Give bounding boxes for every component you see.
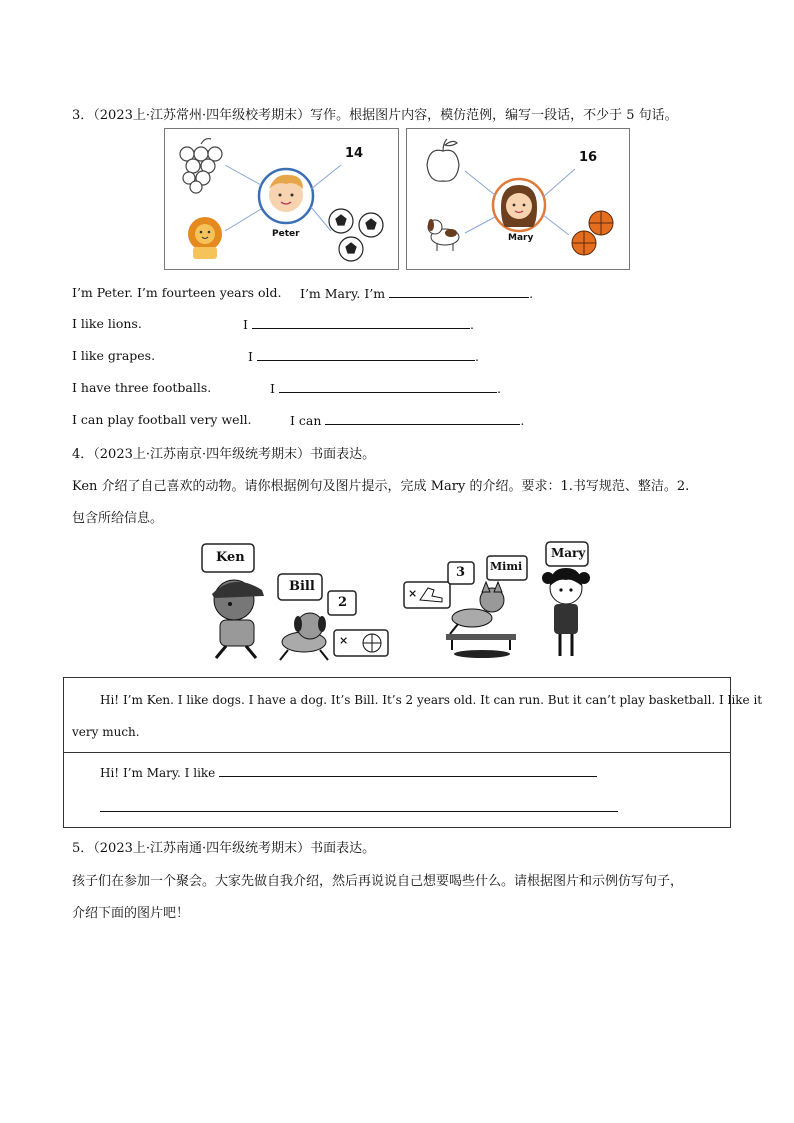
answer-blank[interactable] xyxy=(219,764,597,777)
bill-label: Bill xyxy=(289,579,315,594)
q3-title: 3．（2023上·江苏常州·四年级校考期末）写作。根据图片内容，模仿范例，编写一段话，不少于 5 句话。 xyxy=(72,108,678,123)
q4-title: 4．（2023上·江苏南京·四年级统考期末）书面表达。 xyxy=(72,447,376,462)
q3-row-4-example: I have three footballs. xyxy=(72,380,212,395)
peter-age: 14 xyxy=(345,146,364,161)
x-mark: × xyxy=(408,587,418,600)
mimi-cat-figure xyxy=(446,582,516,658)
q4-picture xyxy=(192,538,602,666)
ken-figure xyxy=(212,580,264,658)
q3-row-3-answer[interactable]: I . xyxy=(248,349,479,364)
q5-instruction-2: 介绍下面的图片吧！ xyxy=(72,906,190,921)
example-line-2: very much. xyxy=(72,725,140,739)
q4-example-box xyxy=(63,677,763,753)
q3-row-1-example: I’m Peter. I’m fourteen years old. xyxy=(72,285,282,300)
basketball-icon xyxy=(572,211,613,255)
answer-blank[interactable] xyxy=(257,348,475,361)
q3-row-3-example: I like grapes. xyxy=(72,348,156,363)
q5-instruction-1: 孩子们在参加一个聚会。大家先做自我介绍，然后再说说自己想要喝些什么。请根据图片和示例仿写句子， xyxy=(72,874,684,889)
mary-avatar xyxy=(493,179,545,231)
peter-picture xyxy=(164,128,399,270)
q3-row-2-example: I like lions. xyxy=(72,316,142,331)
peter-avatar xyxy=(259,169,313,223)
basketball-icon xyxy=(363,634,381,652)
q3-row-1-answer[interactable]: I’m Mary. I’m . xyxy=(300,286,534,301)
answer-blank[interactable] xyxy=(325,412,520,425)
q4-instruction-2: 包含所给信息。 xyxy=(72,511,164,526)
mary-label: Mary xyxy=(551,546,586,560)
mary-age: 16 xyxy=(579,150,598,165)
dog-icon xyxy=(428,219,459,251)
apple-icon xyxy=(427,139,459,181)
q3-row-5-example: I can play football very well. xyxy=(72,412,252,427)
bill-age-label: 2 xyxy=(338,595,348,610)
football-icon xyxy=(329,209,383,261)
q3-row-2-answer[interactable]: I . xyxy=(243,317,474,332)
mary-picture xyxy=(406,128,630,270)
ken-label: Ken xyxy=(216,550,245,565)
q4-answer-box xyxy=(63,751,731,828)
example-line-1: Hi! I’m Ken. I like dogs. I have a dog. It’s Bill. It’s 2 years old. It can run. But it can’t play basketball. I like it xyxy=(100,693,763,707)
mary-label: Mary xyxy=(508,233,534,243)
q4-instruction-1: Ken 介绍了自己喜欢的动物。请你根据例句及图片提示，完成 Mary 的介绍。要求：1.书写规范、整洁。2. xyxy=(72,479,690,494)
answer-blank[interactable] xyxy=(279,380,497,393)
q3-row-4-answer[interactable]: I . xyxy=(270,381,501,396)
answer-blank[interactable] xyxy=(252,316,470,329)
answer-blank[interactable] xyxy=(389,285,529,298)
mimi-label: Mimi xyxy=(490,560,523,573)
bill-dog-figure xyxy=(280,613,328,660)
q5-title: 5．（2023上·江苏南通·四年级统考期末）书面表达。 xyxy=(72,841,376,856)
grapes-icon xyxy=(180,139,222,193)
q3-row-5-answer[interactable]: I can . xyxy=(290,413,525,428)
x-mark: × xyxy=(339,634,349,647)
mimi-age-label: 3 xyxy=(456,565,466,580)
lion-icon xyxy=(188,217,222,259)
mary-figure xyxy=(542,568,590,656)
peter-label: Peter xyxy=(272,229,300,239)
answer-blank-line-2[interactable] xyxy=(100,811,618,812)
answer-line-1[interactable]: Hi! I’m Mary. I like xyxy=(100,757,597,789)
